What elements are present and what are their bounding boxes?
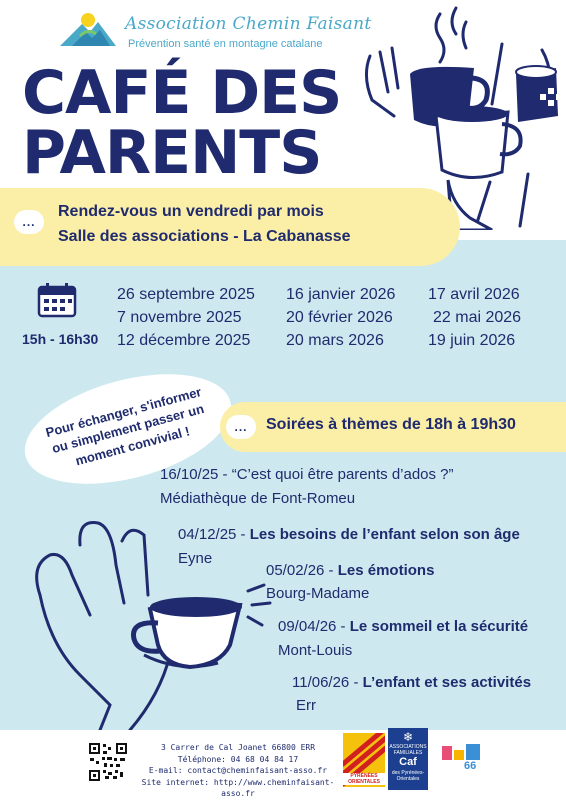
event-line bbox=[266, 562, 434, 579]
event-place: Médiathèque de Font-Romeu bbox=[160, 490, 356, 507]
date-item: 22 mai 2026 bbox=[433, 309, 522, 326]
date-item: 7 novembre 2025 bbox=[117, 309, 242, 326]
chat-bubble-icon: ... bbox=[226, 415, 256, 439]
date-item: 16 janvier 2026 bbox=[286, 286, 396, 303]
phone: Téléphone: 04 68 04 84 17 bbox=[177, 754, 299, 764]
qr-code-icon bbox=[88, 742, 128, 782]
date-item: 17 avril 2026 bbox=[428, 286, 520, 303]
event-place: Mont-Louis bbox=[278, 642, 353, 659]
website-link[interactable]: Site internet: http://www.cheminfaisant-asso.fr bbox=[141, 777, 335, 799]
event-line bbox=[292, 674, 531, 691]
page-title-line1: CAFÉ DES bbox=[22, 58, 342, 128]
date-item: 12 décembre 2025 bbox=[117, 332, 251, 349]
contact-info bbox=[133, 742, 343, 800]
event-title: “C’est quoi être parents d’ados ?” bbox=[231, 466, 454, 483]
date-item: 20 février 2026 bbox=[286, 309, 393, 326]
hours-label: 15h - 16h30 bbox=[22, 331, 99, 347]
mountain-logo-icon bbox=[56, 10, 120, 52]
event-date: 04/12/25 - bbox=[178, 526, 246, 543]
date-item: 26 septembre 2025 bbox=[117, 286, 255, 303]
email-link[interactable]: E-mail: contact@cheminfaisant-asso.fr bbox=[148, 766, 328, 776]
date-item: 20 mars 2026 bbox=[286, 332, 384, 349]
rendezvous-line1: Rendez-vous un vendredi par mois bbox=[58, 203, 324, 220]
themes-heading: Soirées à thèmes de 18h à 19h30 bbox=[266, 416, 516, 433]
event-date: 11/06/26 - bbox=[292, 674, 359, 691]
event-title: L’enfant et ses activités bbox=[362, 674, 532, 691]
event-title: Le sommeil et la sécurité bbox=[349, 618, 529, 635]
org-tagline: Prévention santé en montagne catalane bbox=[128, 38, 323, 50]
event-date: 16/10/25 - bbox=[160, 466, 228, 483]
event-title: Les besoins de l’enfant selon son âge bbox=[249, 526, 520, 543]
address: 3 Carrer de Cal Joanet 66800 ERR bbox=[160, 743, 316, 752]
event-date: 09/04/26 - bbox=[278, 618, 346, 635]
reaap-logo: 66 bbox=[440, 742, 482, 788]
event-line bbox=[178, 526, 520, 543]
pyrenees-orientales-logo: PYRÉNÉES ORIENTALES bbox=[343, 733, 385, 787]
date-item: 19 juin 2026 bbox=[428, 332, 516, 349]
event-place: Eyne bbox=[178, 550, 213, 567]
calendar-icon bbox=[37, 282, 77, 318]
caf-logo: ❄ ASSOCIATIONS FAMILIALES Caf des Pyrénées-Orientales bbox=[388, 728, 428, 790]
chat-bubble-icon: ... bbox=[14, 210, 44, 234]
event-place: Err bbox=[296, 697, 316, 714]
rendezvous-banner bbox=[0, 188, 460, 266]
page-title-line2: PARENTS bbox=[22, 118, 322, 188]
snowflake-icon: ❄ bbox=[402, 730, 414, 744]
event-line bbox=[278, 618, 528, 635]
event-date: 05/02/26 - bbox=[266, 562, 334, 579]
org-name: Association Chemin Faisant bbox=[125, 14, 372, 34]
event-title: Les émotions bbox=[337, 562, 435, 579]
event-place: Bourg-Madame bbox=[266, 585, 370, 602]
event-line bbox=[160, 466, 454, 483]
speech-bubble-text: Pour échanger, s'informer ou simplement passer un moment convivial ! bbox=[43, 383, 206, 469]
rendezvous-line2: Salle des associations - La Cabanasse bbox=[58, 228, 351, 245]
